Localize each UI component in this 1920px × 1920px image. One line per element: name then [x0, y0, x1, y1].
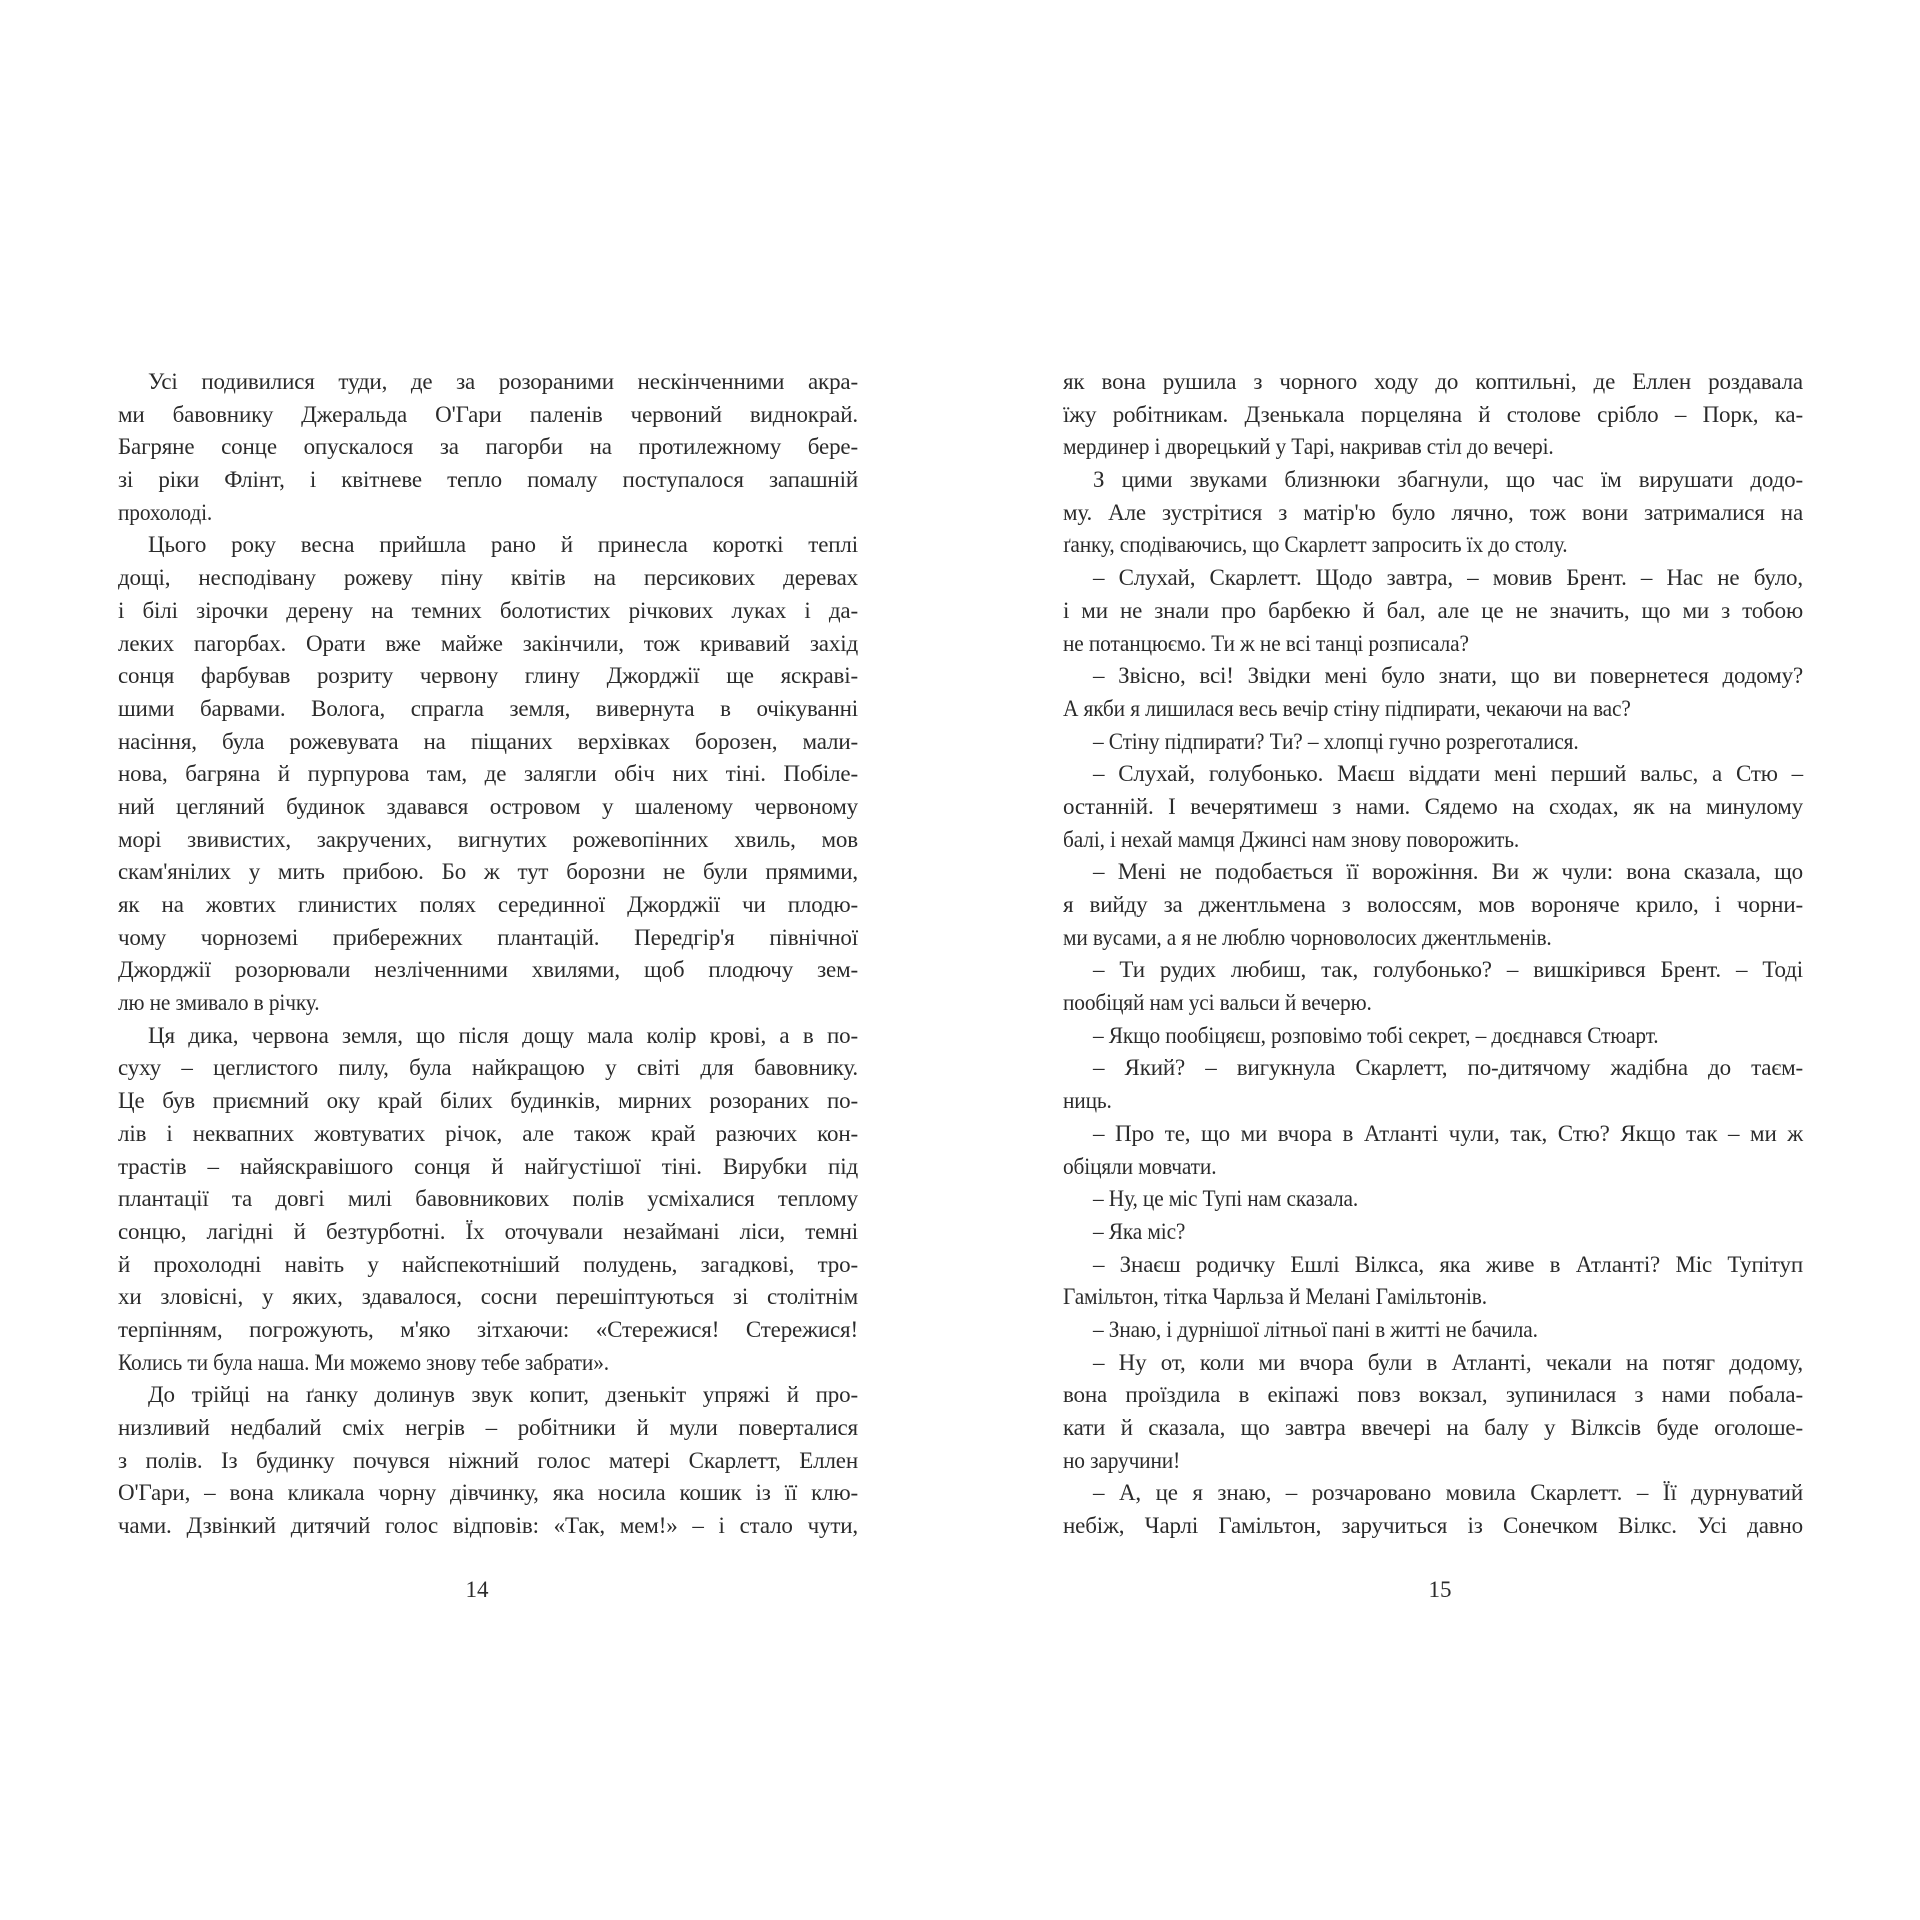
- text-line: но заручини!: [1063, 1447, 1181, 1473]
- text-line: Це був приємний оку край білих будинків, мирних розораних по-: [118, 1088, 858, 1114]
- text-line: сонця фарбував розриту червону глину Джорджії ще яскраві-: [118, 663, 858, 689]
- text-line: ґанку, сподіваючись, що Скарлетт запросить їх до столу.: [1063, 532, 1568, 558]
- text-line: небіж, Чарлі Гамільтон, заручиться із Сонечком Вілкс. Усі давно: [1063, 1513, 1803, 1539]
- right-page-text: [1063, 366, 1803, 1543]
- text-line: й прохолодні навіть у найспекотніший полудень, загадкові, тро-: [118, 1251, 858, 1277]
- text-line: – Знаєш родичку Ешлі Вілкса, яка живе в Атланті? Міс Тупітуп: [1093, 1251, 1803, 1277]
- text-line: О'Гари, – вона кликала чорну дівчинку, яка носила кошик із її клю-: [118, 1480, 858, 1506]
- text-line: я вийду за джентльмена з волоссям, мов вороняче крило, і чорни-: [1063, 892, 1803, 917]
- text-line: Джорджії розорювали незліченними хвилями, щоб плодючу зем-: [118, 957, 858, 983]
- text-line: – Знаю, і дурнішої літньої пані в житті не бачила.: [1092, 1316, 1538, 1342]
- text-line: мердинер і дворецький у Тарі, накривав стіл до вечері.: [1063, 434, 1554, 460]
- text-line: як на жовтих глинистих полях серединної Джорджії чи плодю-: [118, 892, 858, 917]
- text-line: Колись ти була наша. Ми можемо знову тебе забрати».: [118, 1349, 609, 1375]
- text-line: – Якщо пообіцяєш, розповімо тобі секрет, – доєднався Стюарт.: [1092, 1022, 1659, 1048]
- text-line: – Яка міс?: [1092, 1218, 1186, 1244]
- text-line: і ми не знали про барбекю й бал, але це не значить, що ми з тобою: [1063, 597, 1803, 623]
- text-line: А якби я лишилася весь вечір стіну підпирати, чекаючи на вас?: [1063, 695, 1631, 721]
- text-line: – Стіну підпирати? Ти? – хлопці гучно розреготалися.: [1092, 728, 1579, 754]
- text-line: і білі зірочки дерену на темних болотистих річкових луках і да-: [118, 597, 858, 623]
- text-line: сонцю, лагідні й безтурботні. Їх оточували незаймані ліси, темні: [118, 1218, 858, 1244]
- text-line: ниць.: [1063, 1088, 1112, 1114]
- right-page: [1063, 366, 1803, 1543]
- text-line: з полів. Із будинку почувся ніжний голос матері Скарлетт, Еллен: [118, 1447, 858, 1473]
- text-line: низливий недбалий сміх негрів – робітники й мули поверталися: [118, 1415, 858, 1440]
- text-line: кати й сказала, що завтра ввечері на балу у Вілксів буде оголоше-: [1063, 1415, 1803, 1440]
- text-line: леких пагорбах. Орати вже майже закінчили, тож кривавий захід: [118, 630, 858, 656]
- text-line: дощі, несподівану рожеву піну квітів на персикових деревах: [118, 565, 858, 591]
- text-line: – Слухай, Скарлетт. Щодо завтра, – мовив Брент. – Нас не було,: [1093, 565, 1803, 591]
- text-line: плантації та довгі милі бавовникових полів усміхалися теплому: [118, 1186, 858, 1212]
- text-line: зі ріки Флінт, і квітневе тепло помалу поступалося запашній: [118, 467, 858, 493]
- text-line: шими барвами. Волога, спрагла земля, вивернута в очікуванні: [118, 695, 858, 721]
- text-line: обіцяли мовчати.: [1063, 1153, 1217, 1179]
- text-line: – Ти рудих любиш, так, голубонько? – вишкірився Брент. – Тоді: [1093, 957, 1803, 983]
- left-page-text: [118, 366, 858, 1543]
- text-line: балі, і нехай мамця Джинсі нам знову поворожить.: [1063, 826, 1520, 852]
- text-line: Цього року весна прийшла рано й принесла короткі теплі: [148, 532, 858, 558]
- text-line: Багряне сонце опускалося за пагорби на протилежному бере-: [118, 434, 858, 460]
- text-line: – А, це я знаю, – розчаровано мовила Скарлетт. – Її дурнуватий: [1093, 1480, 1803, 1506]
- text-line: – Про те, що ми вчора в Атланті чули, так, Стю? Якщо так – ми ж: [1093, 1120, 1803, 1146]
- text-line: ний цегляний будинок здавався островом у шаленому червоному: [118, 793, 858, 819]
- text-line: хи зловісні, у яких, здавалося, сосни перешіптуються зі столітнім: [118, 1284, 858, 1310]
- text-line: Гамільтон, тітка Чарльза й Мелані Гамільтонів.: [1063, 1284, 1487, 1310]
- text-line: ми бавовнику Джеральда О'Гари паленів червоний виднокрай.: [118, 401, 858, 427]
- text-line: пообіцяй нам усі вальси й вечерю.: [1063, 990, 1372, 1016]
- text-line: – Ну, це міс Тупі нам сказала.: [1092, 1186, 1359, 1212]
- text-line: Ця дика, червона земля, що після дощу мала колір крові, а в по-: [148, 1022, 858, 1048]
- text-line: – Ну от, коли ми вчора були в Атланті, чекали на потяг додому,: [1093, 1349, 1803, 1375]
- text-line: терпінням, погрожують, м'яко зітхаючи: «Стережися! Стережися!: [118, 1316, 858, 1342]
- text-line: – Мені не подобається її ворожіння. Ви ж чули: вона сказала, що: [1093, 859, 1803, 885]
- left-page-number: 14: [465, 1577, 489, 1602]
- text-line: лів і неквапних жовтуватих річок, але також край разючих кон-: [118, 1120, 858, 1146]
- text-line: скам'янілих у мить прибою. Бо ж тут борозни не були прямими,: [118, 859, 858, 885]
- text-line: Усі подивилися туди, де за розораними нескінченними акра-: [148, 369, 858, 394]
- text-line: – Звісно, всі! Звідки мені було знати, що ви повернетеся додому?: [1093, 663, 1803, 689]
- text-line: До трійці на ґанку долинув звук копит, дзенькіт упряжі й про-: [148, 1382, 858, 1408]
- text-line: чому чорноземі прибережних плантацій. Передгір'я північної: [118, 924, 858, 950]
- text-line: му. Але зустрітися з матір'ю було лячно, тож вони затрималися на: [1063, 499, 1803, 525]
- text-line: З цими звуками близнюки збагнули, що час їм вирушати додо-: [1093, 467, 1803, 493]
- text-line: нова, багряна й пурпурова там, де залягли обіч них тіні. Побіле-: [118, 761, 858, 787]
- text-line: ми вусами, а я не люблю чорноволосих джентльменів.: [1063, 924, 1552, 950]
- text-line: трастів – найяскравішого сонця й найгустішої тіні. Вирубки під: [118, 1153, 858, 1179]
- text-line: їжу робітникам. Дзенькала порцеляна й столове срібло – Порк, ка-: [1063, 401, 1803, 427]
- text-line: не потанцюємо. Ти ж не всі танці розписала?: [1063, 630, 1469, 656]
- right-page-number: 15: [1428, 1577, 1452, 1602]
- text-line: – Який? – вигукнула Скарлетт, по-дитячому жадібна до таєм-: [1093, 1055, 1803, 1081]
- left-page: [118, 366, 858, 1543]
- text-line: чами. Дзвінкий дитячий голос відповів: «Так, мем!» – і стало чути,: [118, 1513, 858, 1539]
- text-line: останній. І вечерятимеш з нами. Сядемо на сходах, як на минулому: [1063, 793, 1803, 819]
- text-line: лю не змивало в річку.: [118, 990, 320, 1016]
- text-line: прохолоді.: [118, 499, 213, 525]
- text-line: морі звивистих, закручених, вигнутих рожевопінних хвиль, мов: [118, 826, 858, 852]
- text-line: насіння, була рожевувата на піщаних верхівках борозен, мали-: [118, 728, 858, 754]
- text-line: як вона рушила з чорного ходу до коптильні, де Еллен роздавала: [1063, 369, 1803, 394]
- text-line: суху – цеглистого пилу, була найкращою у світі для бавовнику.: [118, 1055, 858, 1081]
- text-line: вона проїздила в екіпажі повз вокзал, зупинилася з нами побала-: [1063, 1382, 1803, 1408]
- text-line: – Слухай, голубонько. Маєш віддати мені перший вальс, а Стю –: [1093, 761, 1803, 787]
